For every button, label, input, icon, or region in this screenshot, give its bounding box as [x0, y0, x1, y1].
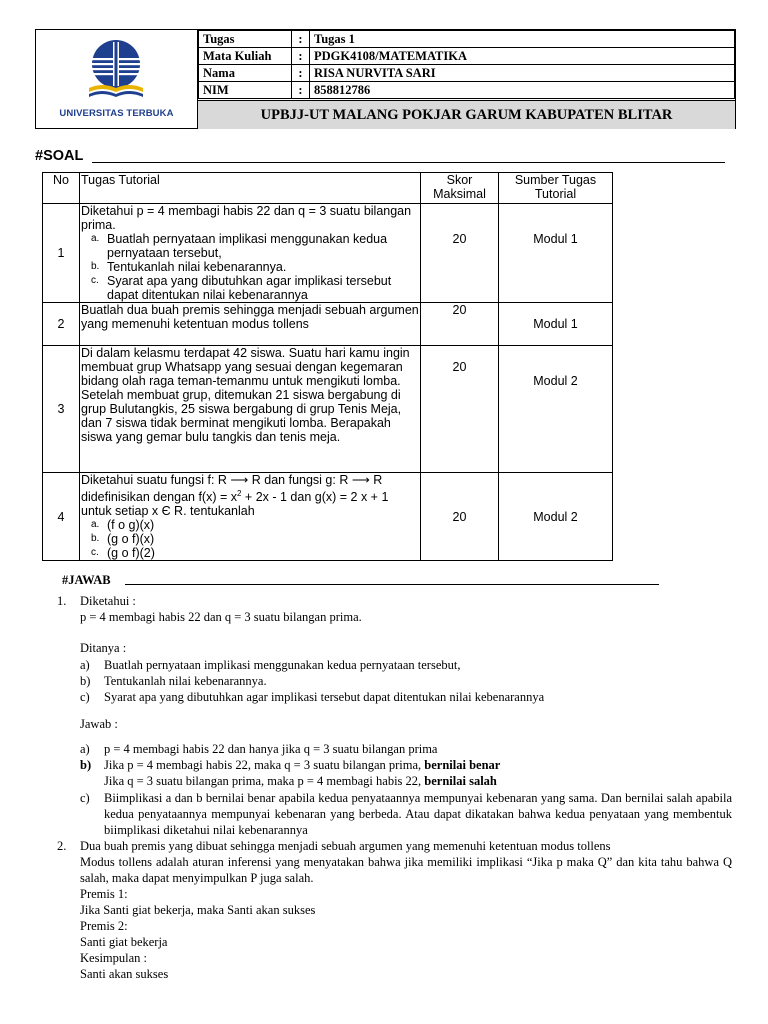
info-row-nim — [199, 82, 735, 99]
list-marker: a) — [80, 658, 90, 672]
info-value: PDGK4108/MATEMATIKA — [310, 48, 735, 65]
question-c: Syarat apa yang dibutuhkan agar implikasi tersebut dapat ditentukan nilai kebenarannya — [104, 690, 545, 704]
premis-2-text: Santi giat bekerja — [80, 935, 168, 949]
list-marker: b. — [91, 533, 100, 545]
header-source: Sumber Tugas Tutorial — [499, 173, 613, 204]
list-item — [81, 532, 419, 546]
list-text: (g o f)(x) — [107, 532, 155, 547]
source-value: Modul 2 — [533, 509, 578, 524]
source-value: Modul 1 — [533, 317, 578, 331]
list-marker: c. — [91, 275, 99, 286]
kesimpulan-text: Santi akan sukses — [80, 967, 169, 981]
institution-banner: UPBJJ-UT MALANG POKJAR GARUM KABUPATEN BLITAR — [198, 100, 735, 129]
answer-number: 2. — [57, 839, 67, 853]
task-sublist — [81, 518, 419, 560]
row-number: 4 — [43, 473, 80, 561]
score-value: 20 — [452, 360, 467, 374]
info-separator: : — [292, 48, 310, 65]
task-sublist — [81, 232, 419, 302]
list-text: (g o f)(2) — [107, 546, 155, 561]
kesimpulan-label: Kesimpulan : — [80, 951, 148, 965]
info-value: 858812786 — [310, 82, 735, 99]
university-name: UNIVERSITAS TERBUKA — [59, 108, 174, 119]
source-cell — [499, 346, 613, 473]
score-cell — [421, 303, 499, 346]
answer-b-line2 — [104, 773, 497, 789]
tutorial-task-table — [42, 172, 613, 561]
score-cell — [421, 346, 499, 473]
row-number: 3 — [43, 346, 80, 473]
table-row — [43, 473, 613, 561]
list-item — [81, 274, 419, 302]
list-item — [81, 232, 419, 260]
task-intro: Di dalam kelasmu terdapat 42 siswa. Suatu hari kamu ingin membuat grup Whatsapp yang sesuai dengan kegemaran bidang olah raga teman-temanmu untuk mengikuti lomba. Setelah membuat grup, ditemukan 21 siswa bergabung di grup Bulutangkis, 25 siswa bergabung di grup Tenis Meja, dan 7 siswa tidak berminat mengikuti lomba. Berapakah siswa yang gemar bulu tangkis dan tenis meja. — [81, 346, 410, 444]
diketahui-text: p = 4 membagi habis 22 dan q = 3 suatu bilangan prima. — [80, 610, 362, 624]
source-cell — [499, 303, 613, 346]
info-separator: : — [292, 82, 310, 99]
superscript: 2 — [237, 489, 242, 498]
list-item — [81, 260, 419, 274]
jawab-heading: #JAWAB — [62, 573, 111, 587]
answer-b-text: Jika p = 4 membagi habis 22, maka q = 3 suatu bilangan prima, — [104, 758, 425, 772]
list-text: Tentukanlah nilai kebenarannya. — [107, 260, 287, 274]
answer-b-line1 — [104, 757, 500, 773]
info-separator: : — [292, 65, 310, 82]
score-cell — [421, 473, 499, 561]
info-row-nama — [199, 65, 735, 82]
truth-value-false: bernilai salah — [424, 774, 497, 788]
soal-underline — [92, 162, 725, 163]
score-value: 20 — [452, 232, 467, 246]
task-cell — [80, 346, 421, 473]
info-label: Tugas — [199, 31, 292, 48]
task-intro: Diketahui p = 4 membagi habis 22 dan q = 3 suatu bilangan prima. — [81, 204, 412, 232]
list-item — [81, 518, 419, 532]
task-intro: Diketahui suatu fungsi f: R ⟶ R dan fungsi g: R ⟶ R didefinisikan dengan f(x) = x — [81, 473, 383, 505]
list-marker: c. — [91, 547, 99, 559]
table-header-row — [43, 173, 613, 204]
answer-a: p = 4 membagi habis 22 dan hanya jika q = 3 suatu bilangan prima — [104, 742, 438, 756]
question-a: Buatlah pernyataan implikasi menggunakan kedua pernyataan tersebut, — [104, 658, 461, 672]
task-cell — [80, 204, 421, 303]
info-separator: : — [292, 31, 310, 48]
source-value: Modul 1 — [533, 232, 578, 246]
table-row — [43, 204, 613, 303]
row-number: 2 — [43, 303, 80, 346]
info-label: NIM — [199, 82, 292, 99]
truth-value-true: bernilai benar — [424, 758, 501, 772]
jawab-underline — [125, 584, 659, 585]
score-value: 20 — [452, 303, 467, 317]
header-no: No — [43, 173, 80, 204]
task-intro: Buatlah dua buah premis sehingga menjadi sebuah argumen yang memenuhi ketentuan modus tollens — [81, 303, 419, 331]
modus-tollens-explanation: Modus tollens adalah aturan inferensi yang menyatakan bahwa jika memiliki implikasi “Jika p maka Q” dan kita tahu bahwa Q salah, maka dapat menyimpulkan P juga salah. — [80, 855, 732, 885]
answer-c: Biimplikasi a dan b bernilai benar apabila kedua penyataannya mempunyai kebenaran yang sama. Dan bernilai salah apabila kedua penyataannya mempunyai kebenaran yang berbeda. Atau dapat dikatakan bahwa kedua penyataan yang membentuk biimplikasi diketahui nilai kebenarannya — [104, 791, 732, 837]
document-header — [35, 29, 736, 129]
score-value: 20 — [452, 509, 467, 524]
list-text: Syarat apa yang dibutuhkan agar implikasi tersebut dapat ditentukan nilai kebenarannya — [107, 274, 392, 302]
university-logo-icon — [83, 38, 149, 104]
answer-number: 1. — [57, 594, 67, 608]
list-marker: a) — [80, 742, 90, 756]
row-number: 1 — [43, 204, 80, 303]
list-marker: b) — [80, 758, 92, 772]
ditanya-label: Ditanya : — [80, 641, 127, 655]
header-score: Skor Maksimal — [421, 173, 499, 204]
diketahui-label: Diketahui : — [80, 594, 136, 608]
premis-2-label: Premis 2: — [80, 919, 128, 933]
list-marker: a. — [91, 519, 100, 531]
info-row-mata-kuliah — [199, 48, 735, 65]
list-text: (f o g)(x) — [107, 518, 155, 533]
header-task: Tugas Tutorial — [80, 173, 421, 204]
list-marker: c) — [80, 791, 90, 805]
jawab-label: Jawab : — [80, 717, 118, 731]
source-cell — [499, 204, 613, 303]
premis-1-text: Jika Santi giat bekerja, maka Santi akan sukses — [80, 903, 316, 917]
table-row — [43, 303, 613, 346]
table-row — [43, 346, 613, 473]
info-label: Nama — [199, 65, 292, 82]
soal-heading: #SOAL — [35, 148, 84, 164]
answer-2-intro: Dua buah premis yang dibuat sehingga menjadi sebuah argumen yang memenuhi ketentuan modus tollens — [80, 839, 611, 853]
premis-1-label: Premis 1: — [80, 887, 128, 901]
source-cell — [499, 473, 613, 561]
info-row-tugas — [199, 31, 735, 48]
logo-panel — [36, 30, 198, 128]
list-item — [81, 546, 419, 560]
list-marker: a. — [91, 233, 100, 244]
task-cell — [80, 473, 421, 561]
list-marker: c) — [80, 690, 90, 704]
answer-b-text: Jika q = 3 suatu bilangan prima, maka p = 4 membagi habis 22, — [104, 774, 425, 788]
task-intro-cont: + 2x - 1 dan g(x) = 2 x + 1 untuk setiap x Є R. tentukanlah — [81, 490, 389, 519]
student-info-table — [198, 30, 735, 99]
info-label: Mata Kuliah — [199, 48, 292, 65]
list-marker: b) — [80, 674, 91, 688]
info-value: Tugas 1 — [310, 31, 735, 48]
info-value: RISA NURVITA SARI — [310, 65, 735, 82]
list-marker: b. — [91, 261, 100, 272]
source-value: Modul 2 — [533, 374, 578, 388]
list-text: Buatlah pernyataan implikasi menggunakan kedua pernyataan tersebut, — [107, 232, 388, 260]
question-b: Tentukanlah nilai kebenarannya. — [104, 674, 267, 688]
task-cell — [80, 303, 421, 346]
score-cell — [421, 204, 499, 303]
